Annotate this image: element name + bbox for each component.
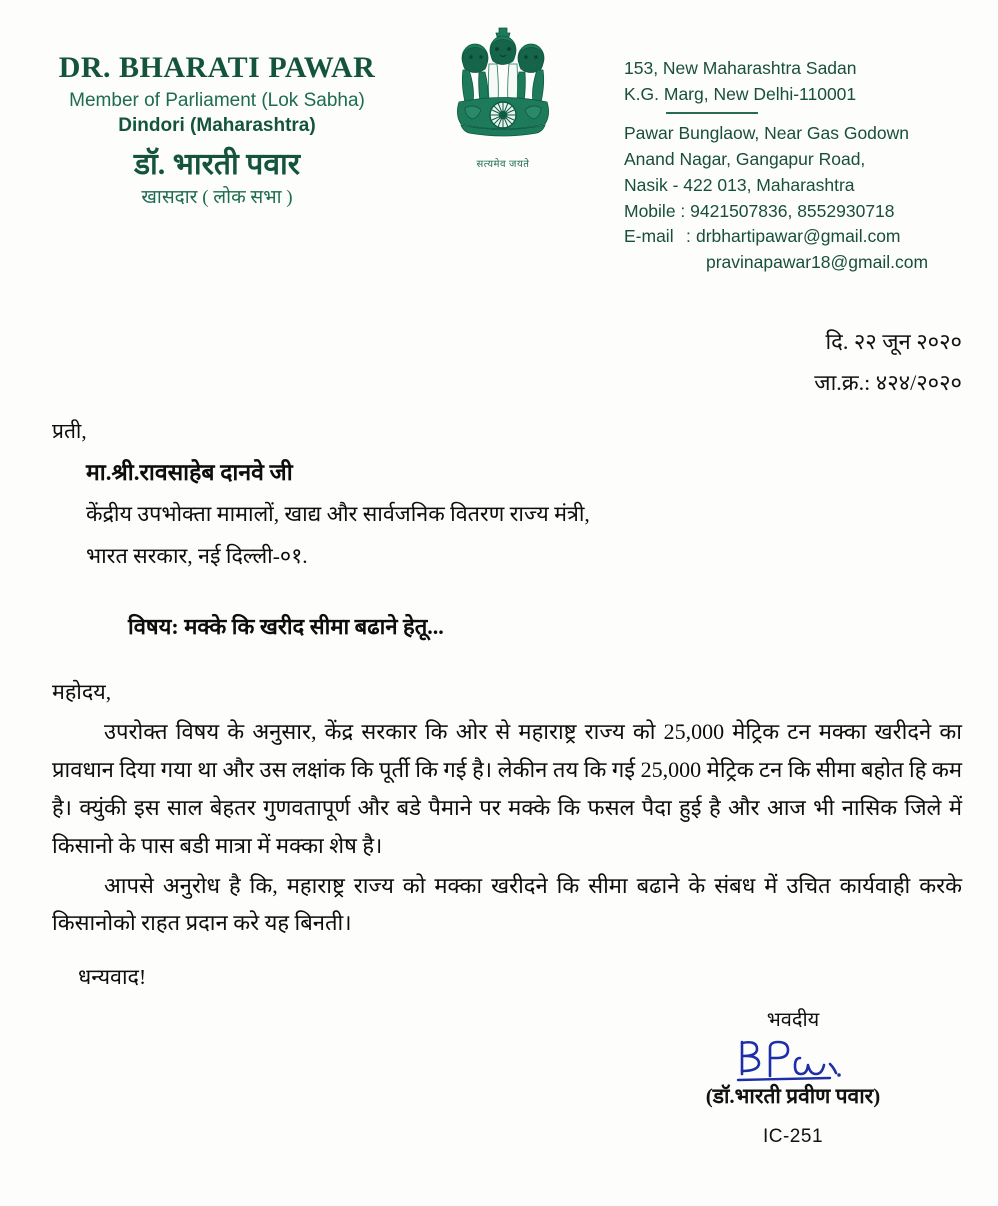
signatory-code: IC-251 (762, 1126, 824, 1148)
closing-salutation: भवदीय (766, 1009, 820, 1031)
emblem-motto: सत्यमेव जयते (476, 159, 530, 170)
letter-date: दि. २२ जून २०२० (825, 329, 962, 354)
body-paragraph-1: उपरोक्त विषय के अनुसार, केंद्र सरकार कि ओर से महाराष्ट्र राज्य को 25,000 मेट्रिक टन मक्का खरीदने का प्रावधान दिया गया था और उस लक्षांक कि पूर्ती कि गई है। लेकीन तय कि गई 25,000 मेट्रिक टन कि सीमा बहोत हि कम है। क्युंकी इस साल बेहतर गुणवतापूर्ण और बडे पैमाने पर मक्के कि फसल पैदा हुई है और आज भी नासिक जिले में किसानो के पास बडी मात्रा में मक्का शेष है। (52, 719, 962, 858)
handwritten-signature (628, 1034, 958, 1088)
addressee-designation: केंद्रीय उपभोक्ता मामालों, खाद्य और सार्वजनिक वितरण राज्य मंत्री, (86, 501, 590, 526)
email-row (624, 224, 984, 250)
mobile-line: Mobile : 9421507836, 8552930718 (624, 200, 895, 221)
salutation: महोदय, (52, 680, 112, 705)
email-label: E-mail (624, 226, 674, 247)
addressee-government: भारत सरकार, नई दिल्ली-०१. (86, 543, 308, 568)
address-delhi-line-2: K.G. Marg, New Delhi-110001 (624, 83, 857, 104)
letterhead-address (624, 56, 984, 276)
letter-reference-number: जा.क्र.: ४२४/२०२० (814, 369, 962, 395)
address-nasik-line-1: Pawar Bunglaow, Near Gas Godown (624, 123, 910, 144)
mp-role-hindi: खासदार ( लोक सभा ) (141, 187, 293, 209)
signature-icon (708, 1034, 878, 1088)
thanks-line: धन्यवाद! (78, 965, 147, 990)
signature-block (628, 1008, 958, 1148)
addressee-name: मा.श्री.रावसाहेब दानवे जी (86, 460, 293, 486)
address-divider (666, 112, 758, 114)
letterhead-identity (22, 52, 412, 210)
letterhead (0, 0, 998, 290)
mp-role-english: Member of Parliament (Lok Sabha) (69, 89, 365, 111)
mp-name-english: DR. BHARATI PAWAR (58, 51, 376, 84)
address-nasik-line-3: Nasik - 422 013, Maharashtra (624, 174, 855, 195)
letter-body (52, 420, 962, 992)
email-secondary[interactable]: pravinapawar18@gmail.com (706, 252, 929, 273)
address-nasik-line-2: Anand Nagar, Gangapur Road, (624, 149, 866, 170)
addressee-to-label: प्रती, (52, 419, 87, 443)
subject-line: विषय: मक्के कि खरीद सीमा बढाने हेतू... (128, 613, 444, 639)
address-delhi-line-1: 153, New Maharashtra Sadan (624, 58, 857, 78)
mp-name-hindi: डॉ. भारती पवार (133, 148, 301, 182)
signatory-name: (डॉ.भारती प्रवीण पवार) (705, 1084, 881, 1108)
mp-constituency-english: Dindori (Maharashtra) (118, 115, 316, 137)
body-paragraph-2: आपसे अनुरोध है कि, महाराष्ट्र राज्य को मक्का खरीदने कि सीमा बढाने के संबध में उचित कार्यवाही करके किसानोको राहत प्रदान करे यह बिनती। (52, 872, 962, 936)
emblem-block (443, 22, 563, 170)
email-primary[interactable]: drbhartipawar@gmail.com (696, 226, 901, 247)
date-reference-block (814, 322, 962, 403)
email-colon: : (686, 226, 691, 247)
ashoka-emblem-icon (447, 22, 559, 150)
